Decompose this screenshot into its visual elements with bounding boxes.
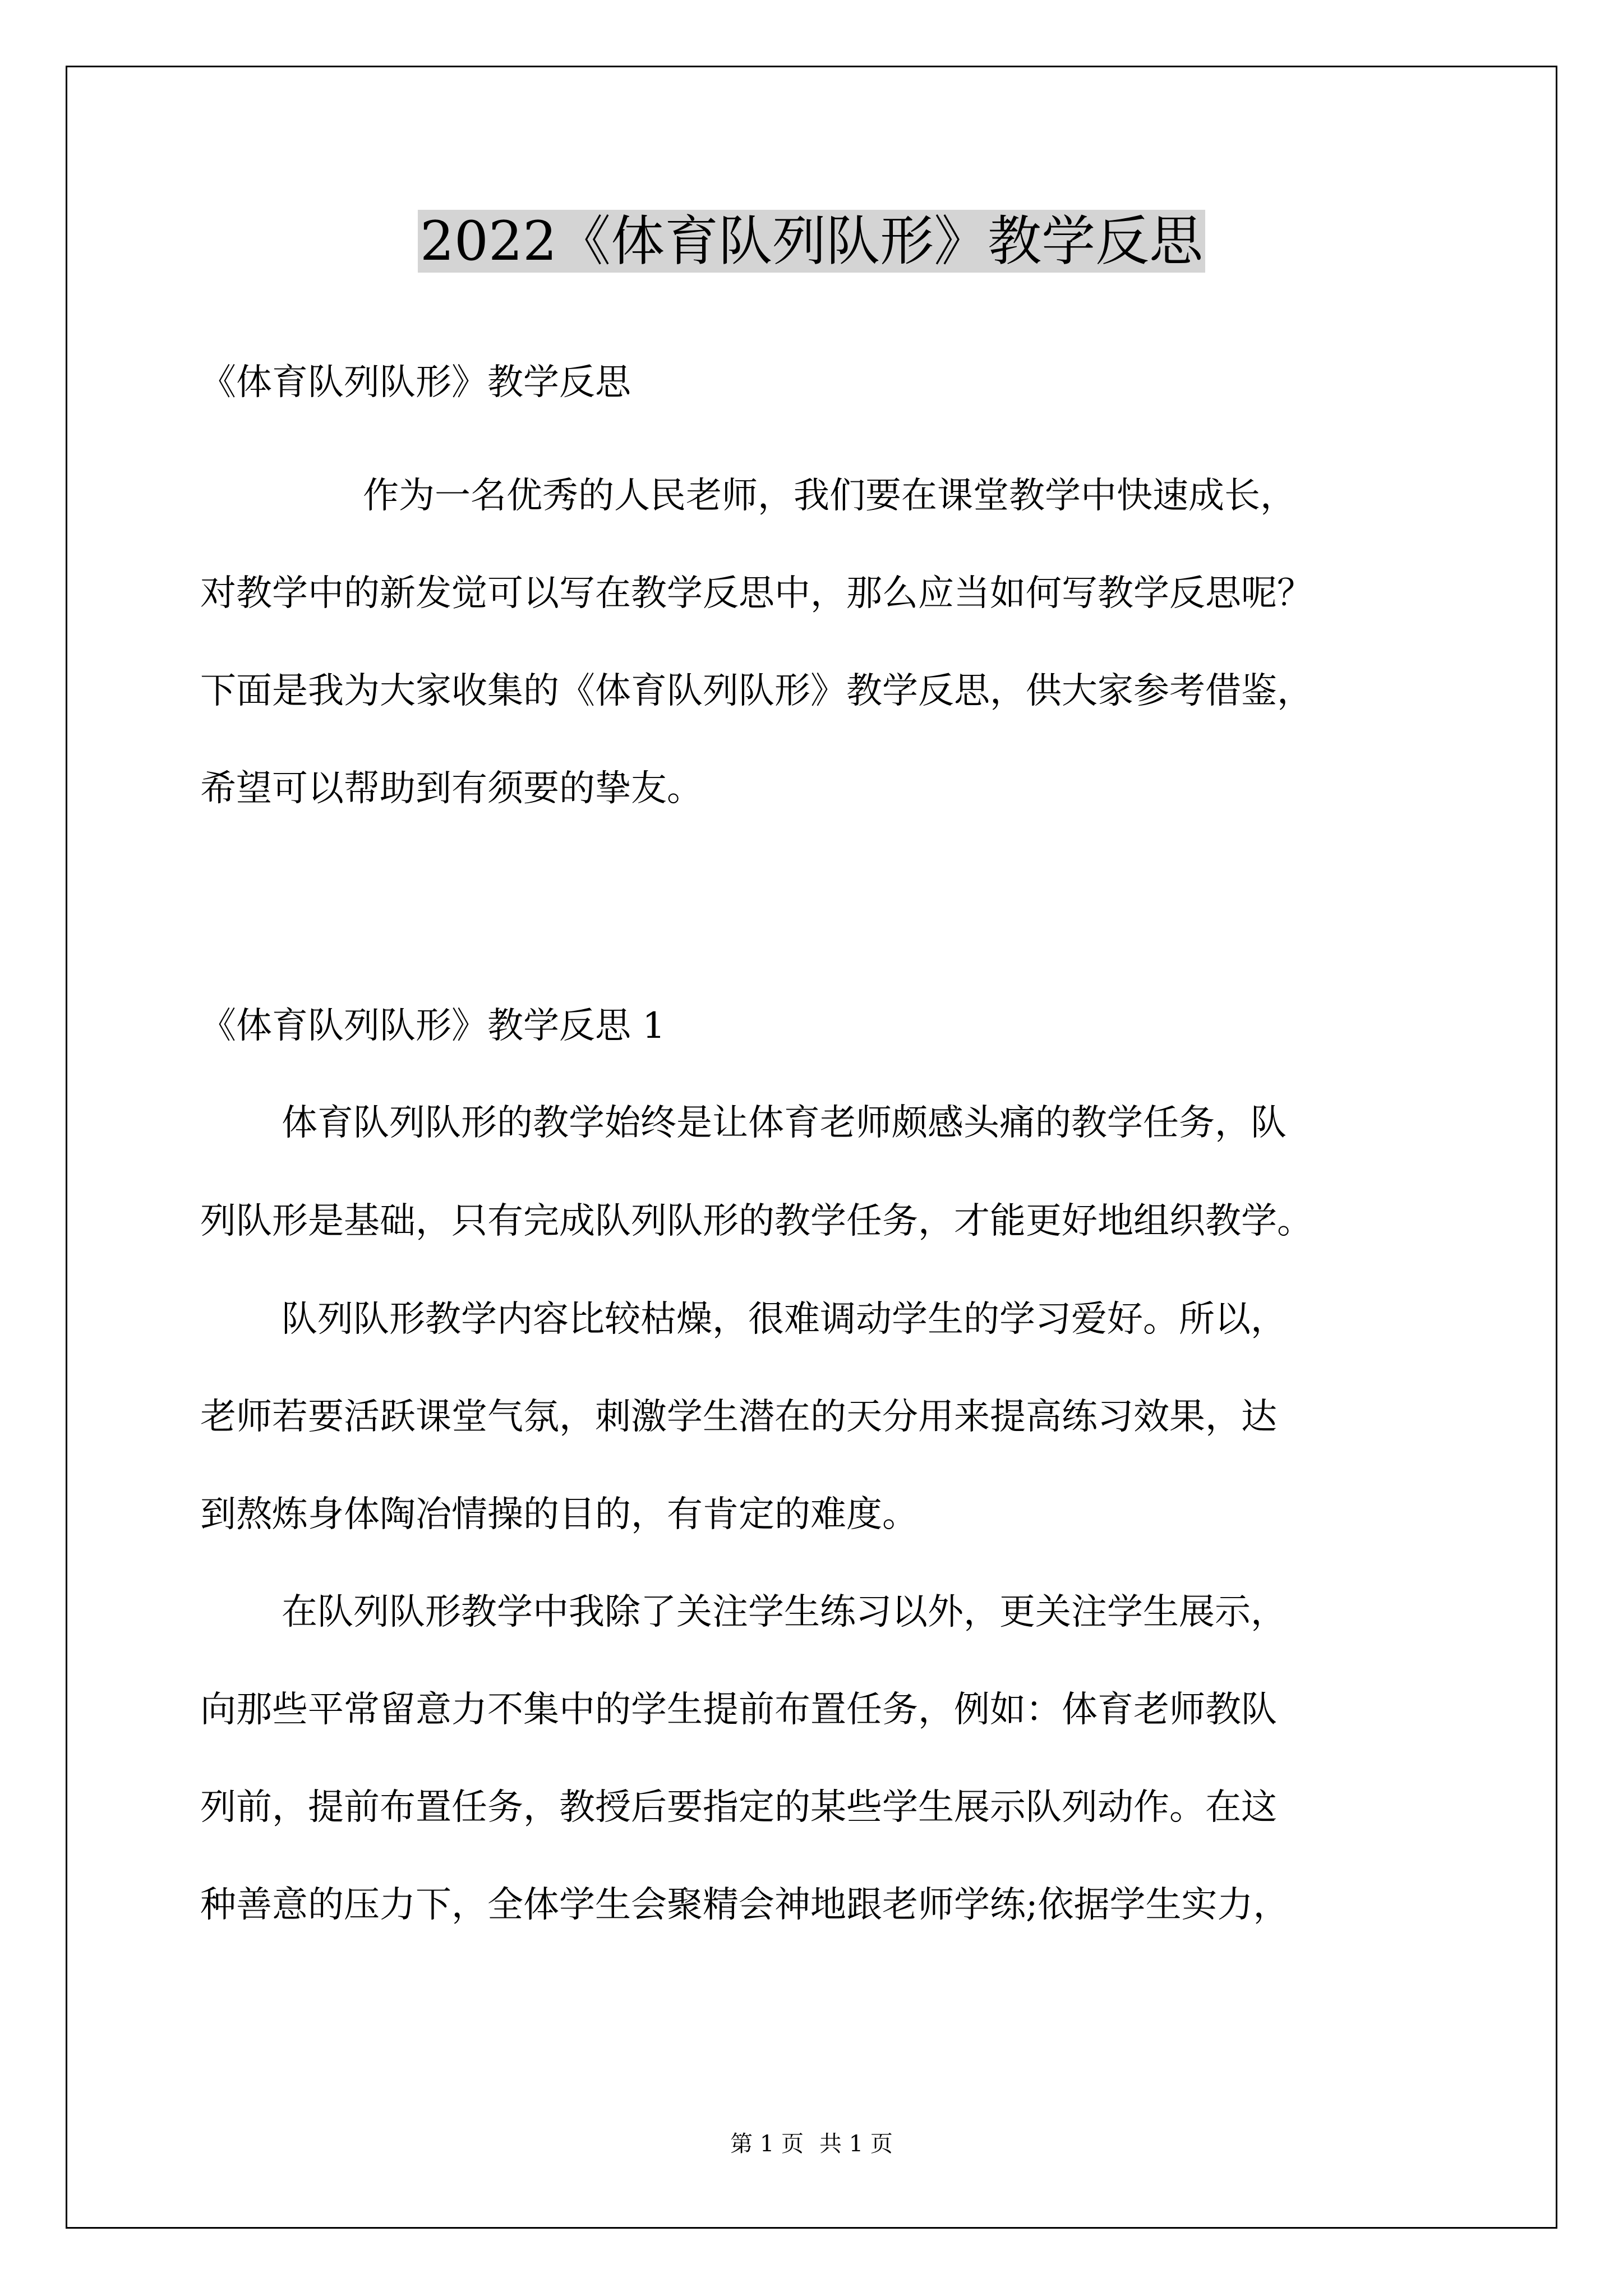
body-line: 老师若要活跃课堂气氛，刺激学生潜在的天分用来提高练习效果，达 (200, 1396, 1277, 1438)
intro-line: 下面是我为大家收集的《体育队列队形》教学反思，供大家参考借鉴， (200, 670, 1313, 712)
body-line: 向那些平常留意力不集中的学生提前布置任务，例如：体育老师教队 (200, 1689, 1277, 1731)
subtitle: 《体育队列队形》教学反思 (200, 362, 631, 403)
body-line: 队列队形教学内容比较枯燥，很难调动学生的学习爱好。所以， (282, 1299, 1287, 1340)
page-number: 第 1 页 (730, 2131, 804, 2157)
section-heading: 《体育队列队形》教学反思 1 (200, 1005, 666, 1047)
page-total: 共 1 页 (819, 2131, 893, 2157)
body-line: 体育队列队形的教学始终是让体育老师颇感头痛的教学任务，队 (282, 1102, 1287, 1144)
body-line: 种善意的压力下，全体学生会聚精会神地跟老师学练;依据学生实力， (200, 1884, 1289, 1926)
intro-line: 对教学中的新发觉可以写在教学反思中，那么应当如何写教学反思呢？ (200, 573, 1313, 614)
document-title-text: 2022《体育队列队形》教学反思 (418, 210, 1205, 273)
body-line: 在队列队形教学中我除了关注学生练习以外，更关注学生展示， (282, 1591, 1287, 1633)
intro-line: 希望可以帮助到有须要的挚友。 (200, 768, 703, 809)
page-footer (0, 2126, 1623, 2158)
intro-line: 作为一名优秀的人民老师，我们要在课堂教学中快速成长， (363, 475, 1296, 517)
body-line: 到熬炼身体陶冶情操的目的，有肯定的难度。 (200, 1494, 918, 1535)
body-line: 列前，提前布置任务，教授后要指定的某些学生展示队列动作。在这 (200, 1787, 1277, 1828)
document-body (200, 0, 1456, 2296)
body-line: 列队形是基础，只有完成队列队形的教学任务，才能更好地组织教学。 (200, 1200, 1313, 1242)
